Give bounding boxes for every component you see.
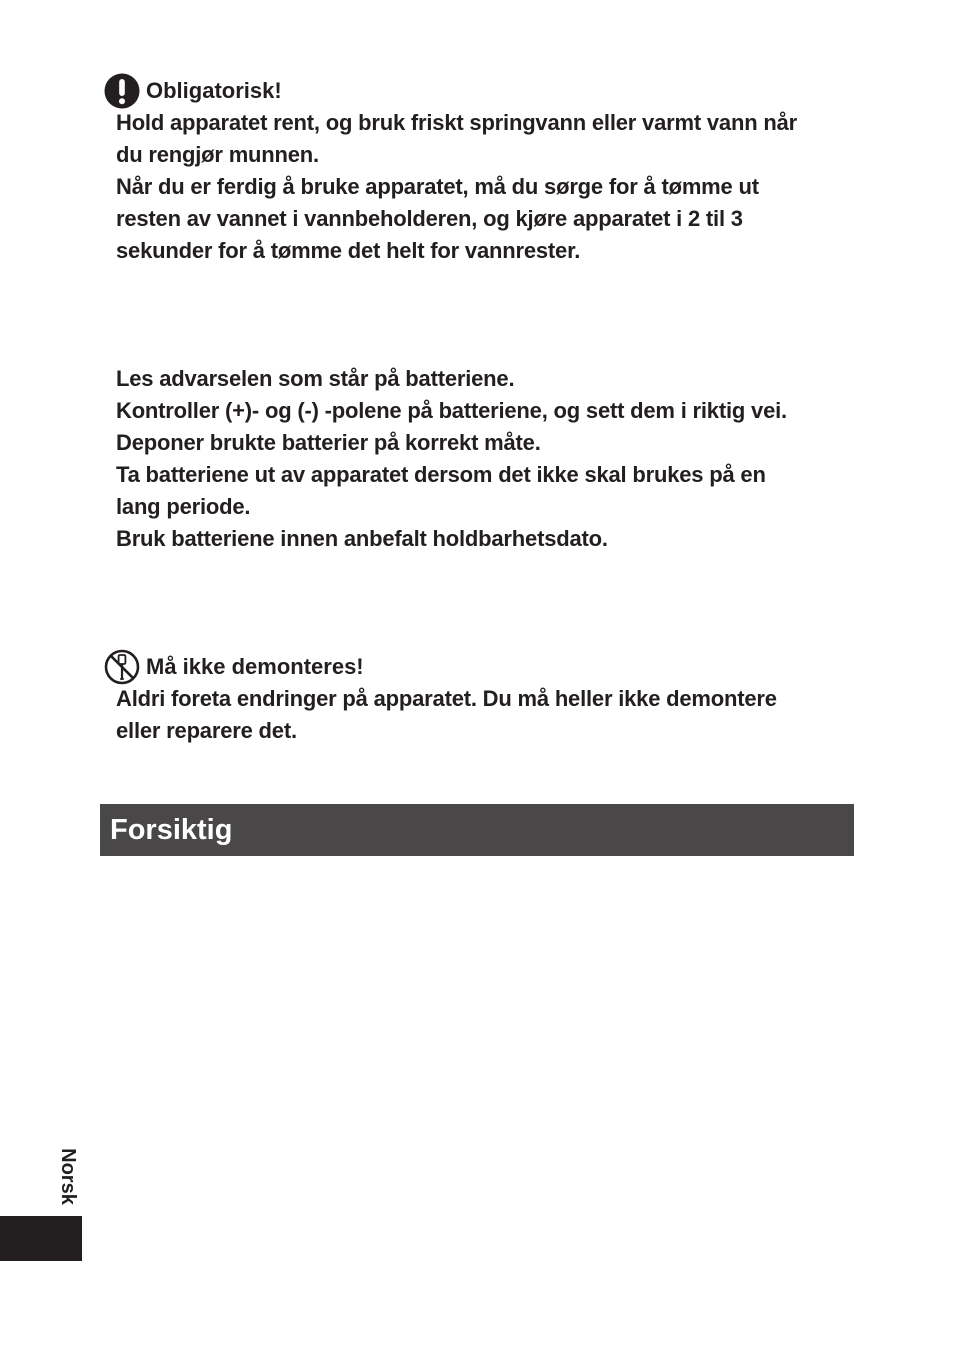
- battery-line: lang periode.: [116, 494, 251, 519]
- language-tab: [52, 1140, 82, 1212]
- battery-line: Bruk batteriene innen anbefalt holdbarhetsdato.: [116, 526, 608, 551]
- battery-line: Ta batteriene ut av apparatet dersom det ikke skal brukes på en: [116, 462, 766, 487]
- mandatory-line: du rengjør munnen.: [116, 142, 319, 167]
- mandatory-heading: [104, 73, 282, 109]
- disassembly-heading-label: Må ikke demonteres!: [146, 654, 364, 679]
- mandatory-line: Hold apparatet rent, og bruk friskt springvann eller varmt vann når: [116, 110, 797, 135]
- mandatory-line: sekunder for å tømme det helt for vannrester.: [116, 238, 581, 263]
- mandatory-heading-label: Obligatorisk!: [146, 78, 282, 103]
- mandatory-line: resten av vannet i vannbeholderen, og kjøre apparatet i 2 til 3: [116, 206, 743, 231]
- disassembly-heading: [104, 649, 364, 685]
- disassembly-line: eller reparere det.: [116, 718, 297, 743]
- no-disassembly-icon: [104, 649, 140, 685]
- language-tab-label: Norsk: [56, 1147, 79, 1205]
- caution-section-title: Forsiktig: [110, 814, 233, 846]
- disassembly-line: Aldri foreta endringer på apparatet. Du må heller ikke demontere: [116, 686, 777, 711]
- mandatory-line: Når du er ferdig å bruke apparatet, må du sørge for å tømme ut: [116, 174, 759, 199]
- language-tab-block: [0, 1216, 82, 1261]
- exclamation-icon: [104, 73, 140, 109]
- battery-line: Kontroller (+)- og (-) -polene på batteriene, og sett dem i riktig vei.: [116, 398, 787, 423]
- battery-line: Deponer brukte batterier på korrekt måte.: [116, 430, 541, 455]
- caution-section-bar: [100, 804, 854, 856]
- battery-line: Les advarselen som står på batteriene.: [116, 366, 515, 391]
